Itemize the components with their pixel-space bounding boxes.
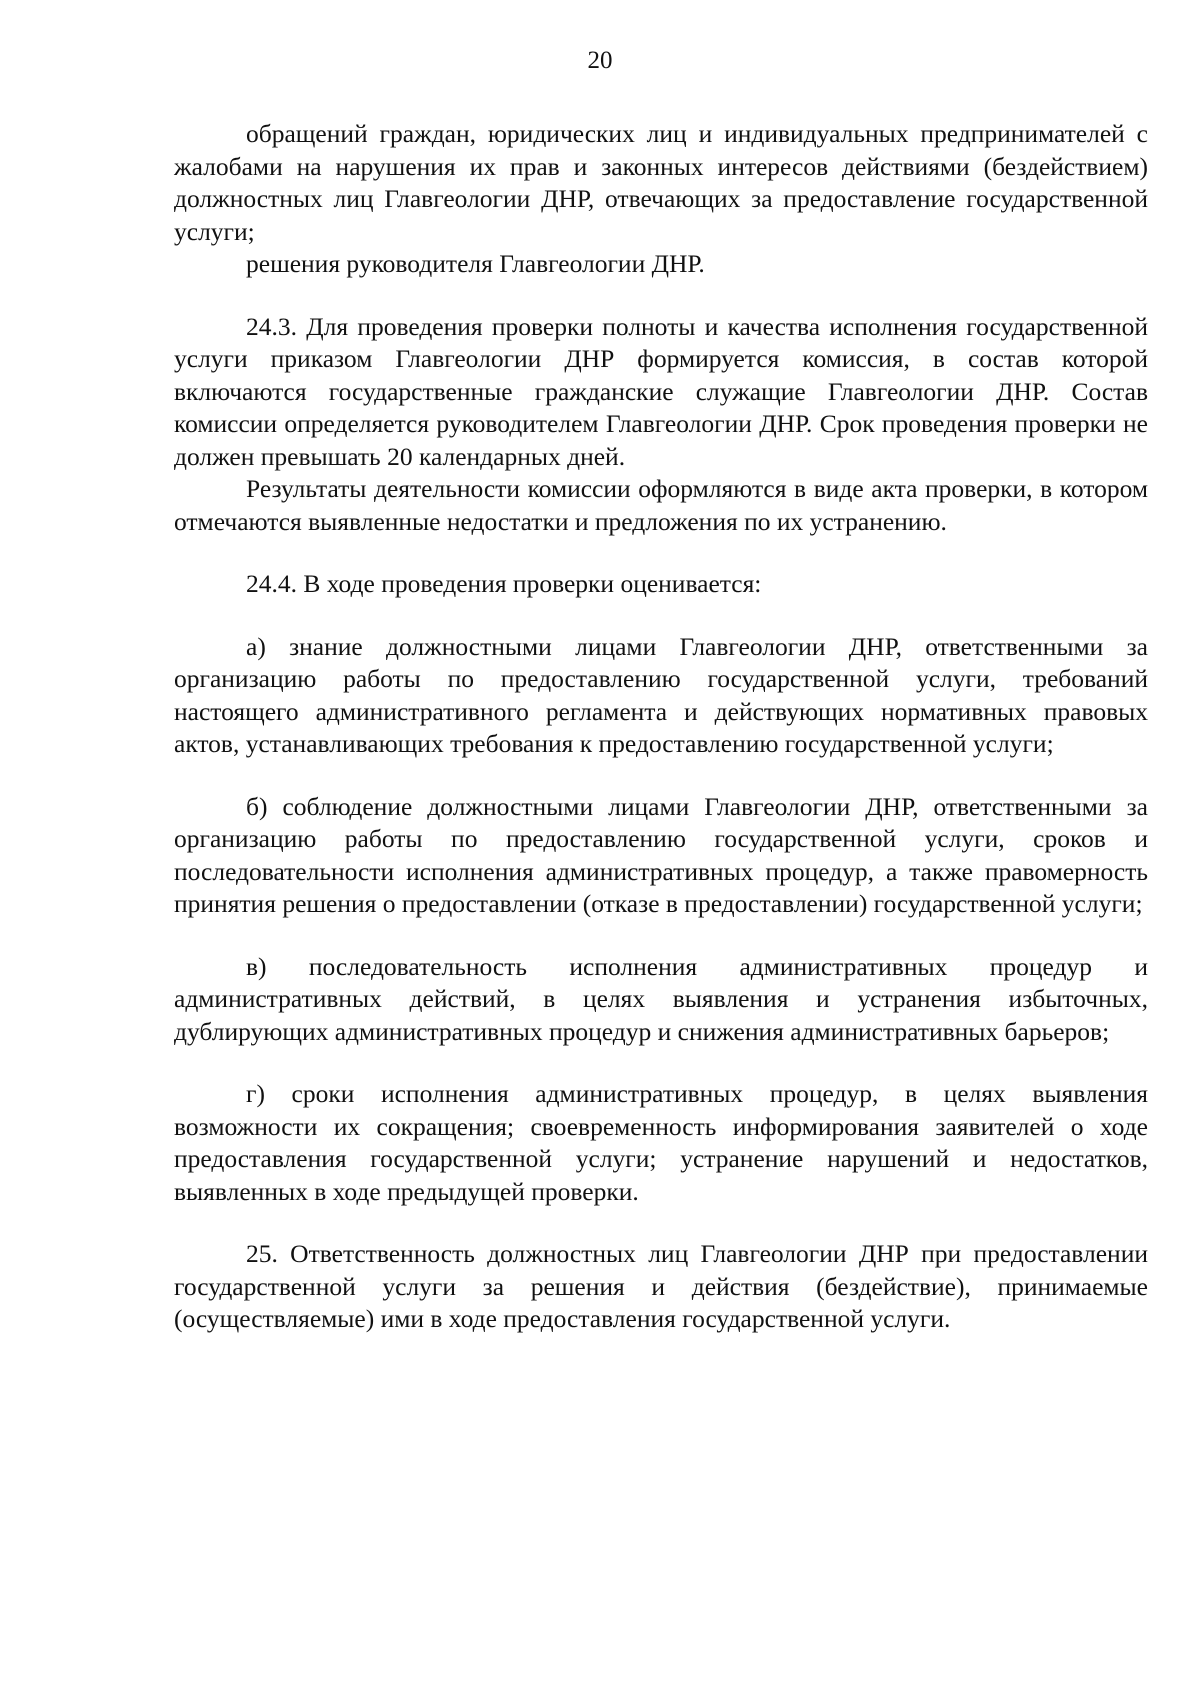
list-item-b: б) соблюдение должностными лицами Главгеологии ДНР, ответственными за организацию работы по предоставлению государственной услуги, сроков и последовательности исполнения административных процедур, а также правомерность принятия решения о предоставлении (отказе в предоставлении) государственной услуги; (174, 791, 1148, 918)
paragraph-24-3-commission: 24.3. Для проведения проверки полноты и качества исполнения государственной услуги приказом Главгеологии ДНР формируется комиссия, в состав которой включаются государственные гражданские служащие Главгеологии ДНР. Состав комиссии определяется руководителем Главгеологии ДНР. Срок проведения проверки не должен превышать 20 календарных дней. (174, 311, 1148, 471)
paragraph-commission-results: Результаты деятельности комиссии оформляются в виде акта проверки, в котором отмечаются выявленные недостатки и предложения по их устранению. (174, 474, 1148, 536)
paragraph-complaints-continuation: обращений граждан, юридических лиц и индивидуальных предпринимателей с жалобами на нарушения их прав и законных интересов действиями (бездействием) должностных лиц Главгеологии ДНР, отвечающих за предоставление государственной услуги; (174, 119, 1148, 246)
list-item-g: г) сроки исполнения административных процедур, в целях выявления возможности их сокращения; своевременность информирования заявителей о ходе предоставления государственной услуги; устранение нарушений и недостатков, выявленных в ходе предыдущей проверки. (174, 1079, 1148, 1206)
paragraph-25-responsibility: 25. Ответственность должностных лиц Главгеологии ДНР при предоставлении государственной услуги за решения и действия (бездействие), принимаемые (осуществляемые) ими в ходе предоставления государственной услуги. (174, 1239, 1148, 1333)
paragraph-24-4-assessment: 24.4. В ходе проведения проверки оценивается: (246, 569, 762, 598)
document-body (174, 118, 1148, 1336)
list-item-v: в) последовательность исполнения административных процедур и административных действий, в целях выявления и устранения избыточных, дублирующих административных процедур и снижения административных барьеров; (174, 951, 1148, 1046)
list-item-a: а) знание должностными лицами Главгеологии ДНР, ответственными за организацию работы по предоставлению государственной услуги, требований настоящего административного регламента и действующих нормативных правовых актов, устанавливающих требования к предоставлению государственной услуги; (174, 631, 1148, 758)
page-number: 20 (587, 47, 613, 74)
paragraph-head-decisions: решения руководителя Главгеологии ДНР. (246, 249, 705, 278)
